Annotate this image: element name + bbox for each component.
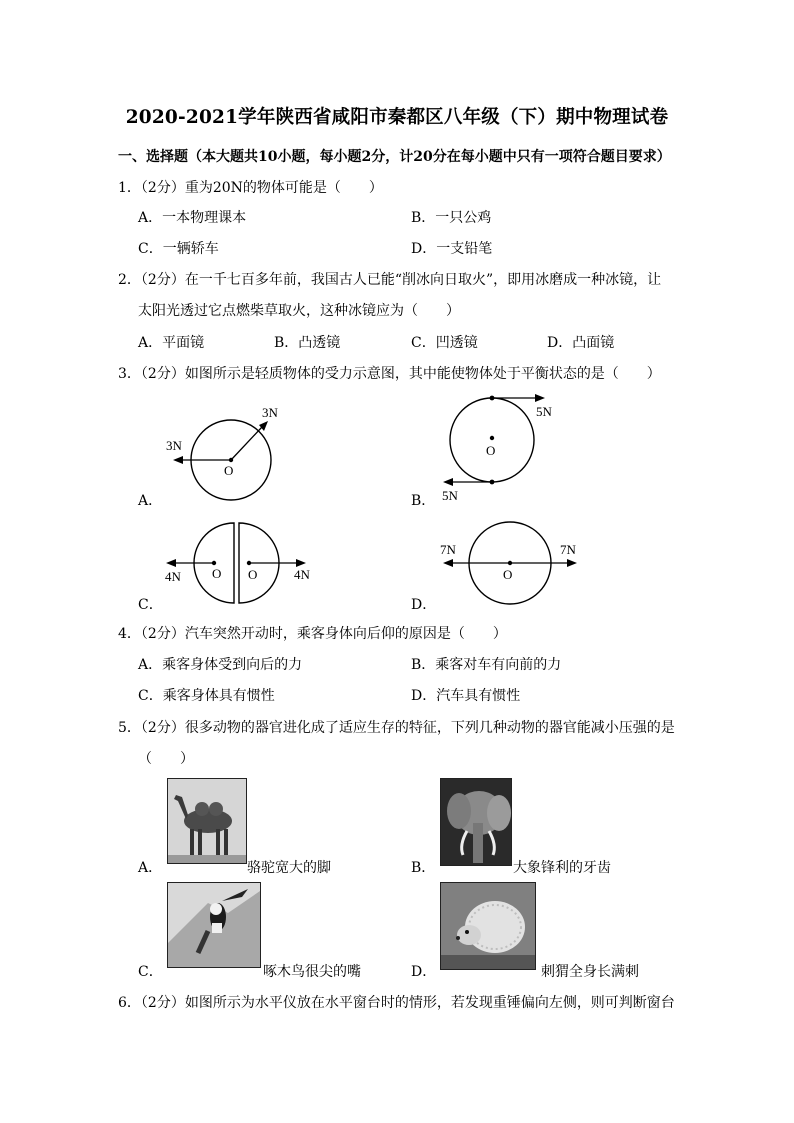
question-1-stem: 1．（2分）重为20N的物体可能是（ ） — [118, 180, 383, 196]
q5-caption-a: 骆驼宽大的脚 — [247, 860, 331, 876]
q3-option-a: A． — [138, 493, 163, 509]
camel-photo — [167, 778, 247, 864]
q4-option-a: A．乘客身体受到向后的力 — [138, 657, 303, 673]
paper-title: 2020-2021学年陕西省咸阳市秦都区八年级（下）期中物理试卷 — [125, 107, 669, 128]
question-3-stem: 3．（2分）如图所示是轻质物体的受力示意图，其中能使物体处于平衡状态的是（ ） — [118, 366, 661, 382]
q5-caption-c: 啄木鸟很尖的嘴 — [263, 964, 361, 980]
q3-figure-b — [435, 392, 575, 507]
q3-figure-a — [160, 400, 290, 505]
fig-b-center-label: O — [486, 443, 496, 458]
q3-figure-d — [435, 520, 585, 610]
woodpecker-icon — [168, 883, 260, 967]
fig-c-force-label-right: 4N — [294, 567, 310, 582]
q4-option-d: D．汽车具有惯性 — [411, 688, 521, 704]
question-2-stem-line2: 太阳光透过它点燃柴草取火，这种冰镜应为（ ） — [138, 303, 460, 319]
q2-option-c: C．凹透镜 — [411, 335, 478, 351]
question-6-stem-line1: 6．（2分）如图所示为水平仪放在水平窗台时的情形，若发现重锤偏向左侧，则可判断窗台 — [118, 995, 675, 1011]
fig-c-center-label-left: O — [212, 566, 222, 581]
fig-d-force-label-right: 7N — [560, 542, 576, 557]
q1-option-b: B．一只公鸡 — [411, 210, 492, 226]
fig-b-force-label-bottom: 5N — [442, 488, 458, 503]
q2-option-b: B．凸透镜 — [274, 335, 341, 351]
q3-option-c: C． — [138, 597, 163, 613]
q5-option-a: A． — [138, 860, 163, 876]
q1-option-c: C．一辆轿车 — [138, 241, 219, 257]
fig-c-force-label-left: 4N — [165, 569, 181, 584]
camel-icon — [168, 779, 246, 863]
question-5-stem-line1: 5．（2分）很多动物的器官进化成了适应生存的特征，下列几种动物的器官能减小压强的是 — [118, 720, 675, 736]
q4-option-c: C．乘客身体具有惯性 — [138, 688, 275, 704]
elephant-photo — [440, 778, 512, 866]
q5-caption-d: 刺猬全身长满刺 — [541, 964, 639, 980]
hedgehog-icon — [441, 883, 535, 969]
q3-figure-c — [160, 518, 330, 608]
fig-d-force-label-left: 7N — [440, 542, 456, 557]
fig-c-center-label-right: O — [248, 567, 258, 582]
question-2-stem-line1: 2．（2分）在一千七百多年前，我国古人已能“削冰向日取火”，即用冰磨成一种冰镜，让 — [118, 272, 662, 288]
question-5-stem-line2: （ ） — [138, 751, 194, 767]
question-4-stem: 4．（2分）汽车突然开动时，乘客身体向后仰的原因是（ ） — [118, 626, 507, 642]
fig-b-force-label-top: 5N — [536, 404, 552, 419]
q5-option-b: B． — [411, 860, 436, 876]
elephant-icon — [441, 779, 511, 865]
q5-caption-b: 大象锋利的牙齿 — [513, 860, 611, 876]
q3-option-d: D． — [411, 597, 437, 613]
q4-option-b: B．乘客对车有向前的力 — [411, 657, 562, 673]
woodpecker-photo — [167, 882, 261, 968]
fig-d-center-label: O — [503, 567, 513, 582]
fig-a-center-label: O — [224, 463, 234, 478]
fig-a-force-label-upper: 3N — [262, 405, 278, 420]
q5-option-c: C． — [138, 964, 163, 980]
hedgehog-photo — [440, 882, 536, 970]
q1-option-a: A．一本物理课本 — [138, 210, 247, 226]
q3-option-b: B． — [411, 493, 436, 509]
q5-option-d: D． — [411, 964, 437, 980]
fig-a-force-label-left: 3N — [166, 438, 182, 453]
q2-option-d: D．凸面镜 — [547, 335, 615, 351]
section-heading: 一、选择题（本大题共10小题，每小题2分，计20分在每小题中只有一项符合题目要求） — [118, 149, 671, 165]
q2-option-a: A．平面镜 — [138, 335, 205, 351]
q1-option-d: D．一支铅笔 — [411, 241, 493, 257]
